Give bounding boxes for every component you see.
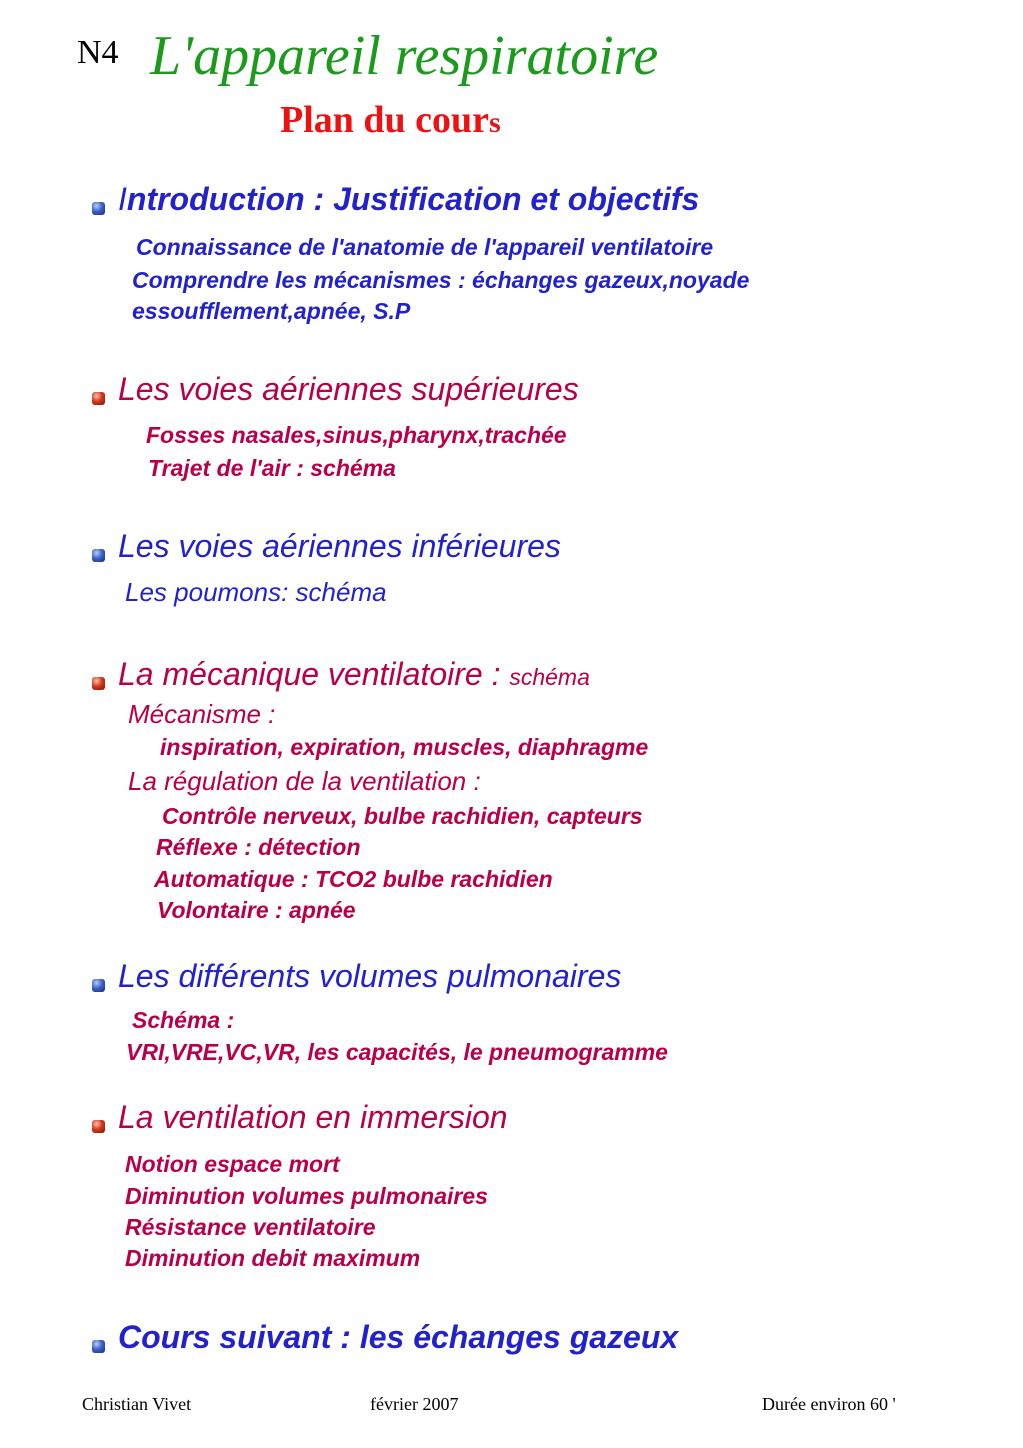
volumes-item: VRI,VRE,VC,VR, les capacités, le pneumogramme <box>126 1039 668 1065</box>
immersion-item: Diminution debit maximum <box>125 1245 421 1271</box>
mecanique-item: Contrôle nerveux, bulbe rachidien, capteurs <box>162 803 643 829</box>
section-suivant-title: Cours suivant : les échanges gazeux <box>118 1319 679 1355</box>
mecanique-title-main: La mécanique ventilatoire : <box>118 656 501 692</box>
subtitle-tail: s <box>489 106 501 139</box>
level-label: N4 <box>77 34 119 71</box>
intro-rest: ntroduction : Justification et objectifs <box>126 181 700 217</box>
intro-item: Connaissance de l'anatomie de l'appareil ventilatoire <box>136 234 714 260</box>
bullet-icon <box>92 549 105 562</box>
mecanique-item: Mécanisme : <box>128 699 276 729</box>
intro-initial: I <box>118 181 127 217</box>
mecanique-item: Réflexe : détection <box>156 834 361 860</box>
bullet-icon <box>92 1340 105 1353</box>
section-intro-title <box>118 181 699 218</box>
mecanique-item: inspiration, expiration, muscles, diaphragme <box>160 734 649 760</box>
section-voies-inf-title: Les voies aériennes inférieures <box>118 528 561 564</box>
mecanique-item: Volontaire : apnée <box>157 897 356 923</box>
intro-item: essoufflement,apnée, S.P <box>132 298 411 324</box>
bullet-icon <box>92 392 105 405</box>
mecanique-item: Automatique : TCO2 bulbe rachidien <box>154 866 553 892</box>
section-voies-sup-title: Les voies aériennes supérieures <box>118 371 579 407</box>
page-subtitle <box>280 98 501 142</box>
footer-date: février 2007 <box>370 1394 459 1414</box>
immersion-item: Diminution volumes pulmonaires <box>125 1183 488 1209</box>
section-mecanique-title <box>118 656 590 693</box>
footer-author: Christian Vivet <box>82 1394 192 1414</box>
section-volumes-title: Les différents volumes pulmonaires <box>118 958 622 994</box>
mecanique-item: La régulation de la ventilation : <box>128 766 481 796</box>
immersion-item: Résistance ventilatoire <box>125 1214 376 1240</box>
intro-item: Comprendre les mécanismes : échanges gazeux,noyade <box>132 267 750 293</box>
subtitle-main: Plan du cour <box>280 99 490 141</box>
voies-sup-item: Fosses nasales,sinus,pharynx,trachée <box>146 422 567 448</box>
bullet-icon <box>92 677 105 690</box>
bullet-icon <box>92 1120 105 1133</box>
immersion-item: Notion espace mort <box>125 1151 340 1177</box>
voies-sup-item: Trajet de l'air : schéma <box>148 455 396 481</box>
mecanique-title-suffix: schéma <box>509 664 590 690</box>
bullet-icon <box>92 979 105 992</box>
footer-duration: Durée environ 60 ' <box>762 1394 896 1414</box>
voies-inf-item: Les poumons: schéma <box>125 577 387 607</box>
volumes-item: Schéma : <box>132 1007 235 1033</box>
section-immersion-title: La ventilation en immersion <box>118 1099 508 1135</box>
page-title: L'appareil respiratoire <box>150 25 659 87</box>
bullet-icon <box>92 202 105 215</box>
